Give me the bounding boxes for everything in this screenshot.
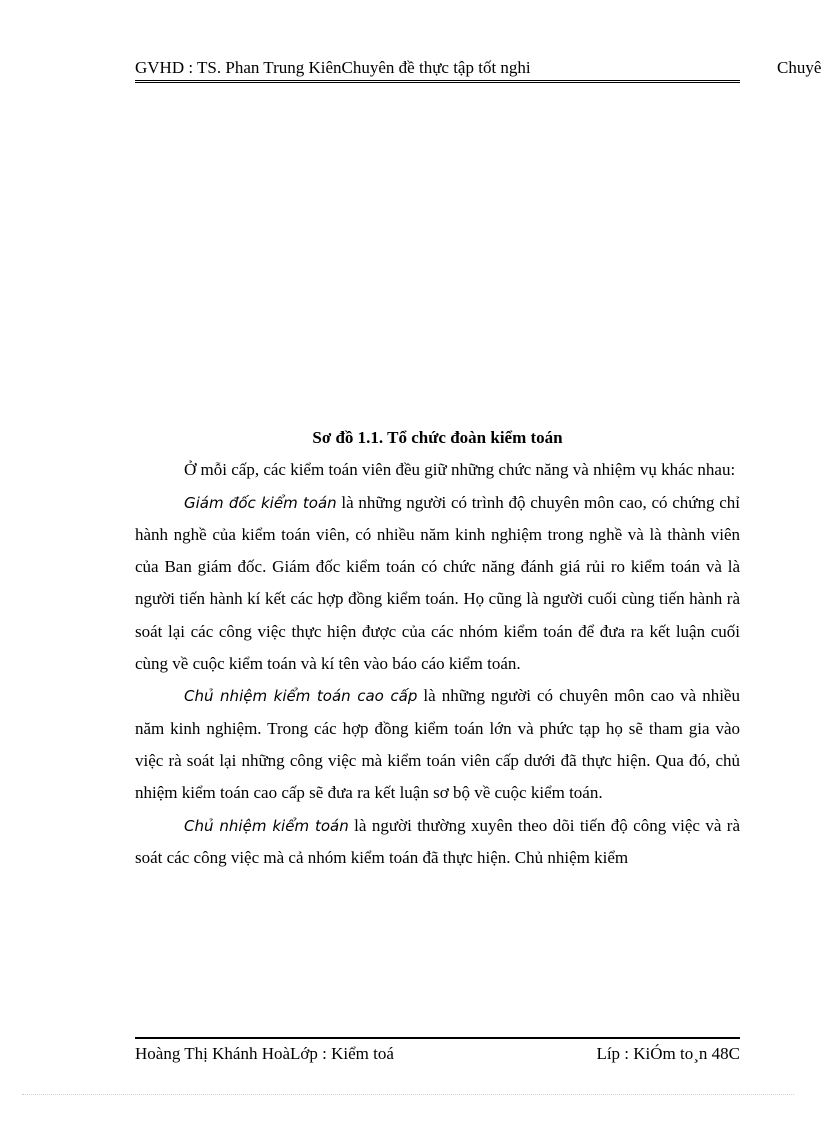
paragraph-senior-manager xyxy=(135,680,740,809)
paragraph-text: là những người có chuyên môn cao và nhiều năm kinh nghiệm. Trong các hợp đồng kiểm toán lớn và phức tạp họ sẽ tham gia vào việc rà soát lại những công việc mà kiểm toán viên cấp dưới đã thực hiện. Qua đó, chủ nhiệm kiểm toán cao cấp sẽ đưa ra kết luận sơ bộ về cuộc kiểm toán. xyxy=(135,686,740,803)
paragraph-intro xyxy=(135,454,740,486)
term-senior-manager: Chủ nhiệm kiểm toán cao cấp xyxy=(184,687,418,706)
paragraph-audit-manager xyxy=(135,810,740,875)
paragraph-text: Ở mỗi cấp, các kiểm toán viên đều giữ những chức năng và nhiệm vụ khác nhau: xyxy=(184,460,736,480)
term-audit-manager: Chủ nhiệm kiểm toán xyxy=(184,816,349,835)
page-bottom-border xyxy=(22,1094,794,1095)
footer-right-text: Líp : KiÓm to¸n 48C xyxy=(596,1044,740,1063)
footer-left-text: Hoàng Thị Khánh HoàLớp : Kiểm toá xyxy=(135,1044,394,1063)
term-audit-director: Giám đốc kiểm toán xyxy=(184,493,337,512)
body-content xyxy=(135,422,740,874)
header-right-text: Chuyê xyxy=(777,58,821,77)
paragraph-text: là những người có trình độ chuyên môn cao, có chứng chỉ hành nghề của kiểm toán viên, có nhiều năm kinh nghiệm trong nghề và là thành viên của Ban giám đốc. Giám đốc kiểm toán có chức năng đánh giá rủi ro kiểm toán và là người tiến hành kí kết các hợp đồng kiểm toán. Họ cũng là người cuối cùng tiến hành rà soát lại các công việc thực hiện được của các nhóm kiểm toán để đưa ra kết luận cuối cùng về cuộc kiểm toán và kí tên vào báo cáo kiểm toán. xyxy=(135,492,741,674)
paragraph-audit-director xyxy=(135,487,740,681)
footer-rule xyxy=(135,1037,740,1039)
header-rule-double xyxy=(135,82,740,83)
figure-caption: Sơ đồ 1.1. Tổ chức đoàn kiểm toán xyxy=(312,428,563,447)
page-footer xyxy=(135,1044,740,1068)
header-rule xyxy=(135,80,740,81)
header-left-text: GVHD : TS. Phan Trung KiênChuyên đề thực tập tốt nghi xyxy=(135,58,531,77)
paragraph-text: là người thường xuyên theo dõi tiến độ công việc và rà soát các công việc mà cả nhóm kiểm toán đã thực hiện. Chủ nhiệm kiểm xyxy=(135,815,741,867)
